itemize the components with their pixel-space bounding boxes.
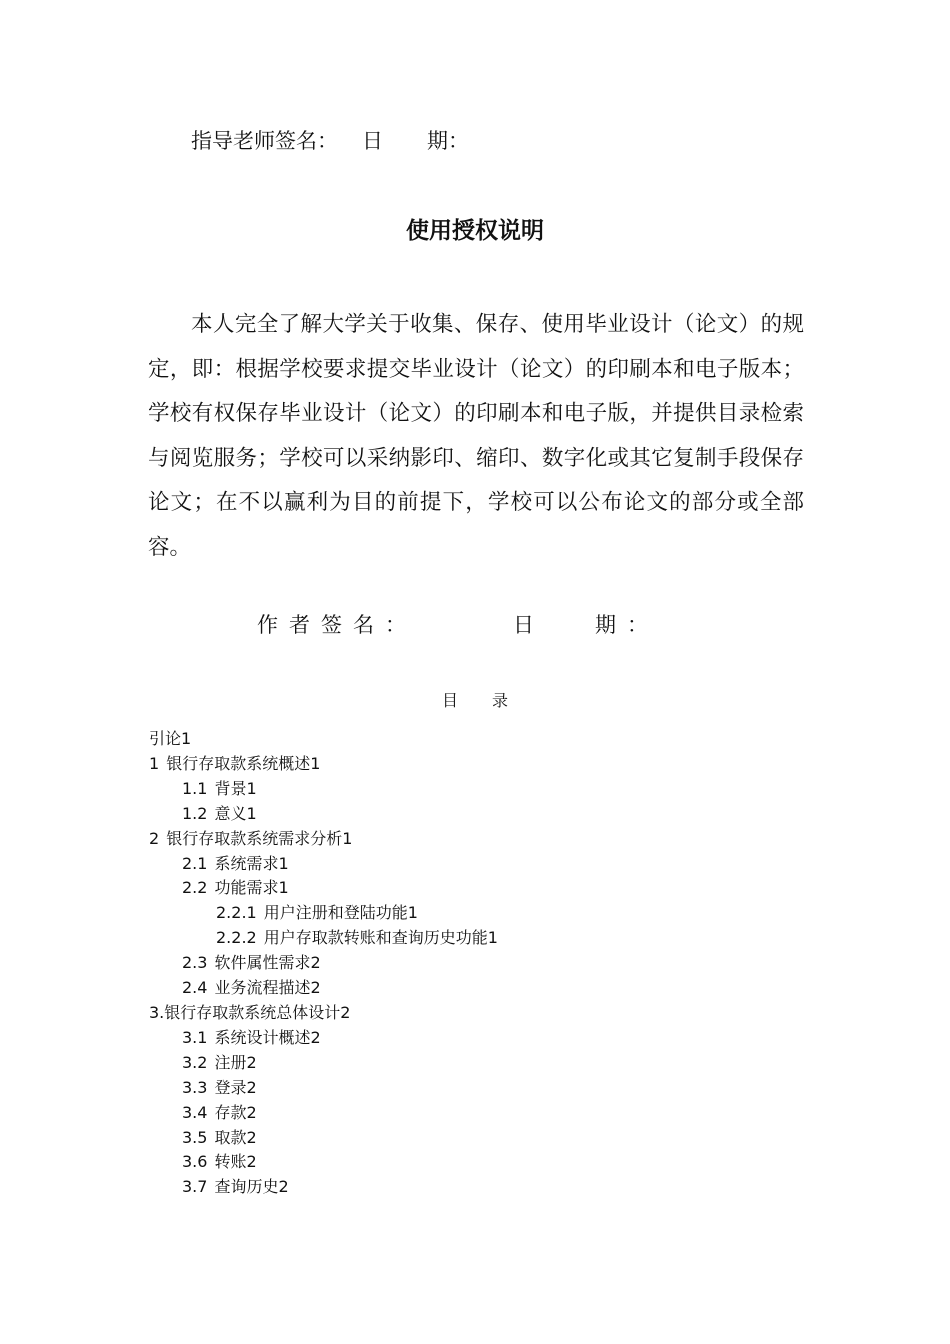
toc-item-text: 引论1 xyxy=(149,729,192,748)
toc-item-number: 2.3 xyxy=(182,953,208,973)
toc-item-text: 取款2 xyxy=(214,1127,257,1147)
toc-item[interactable] xyxy=(149,1001,498,1026)
toc-item[interactable] xyxy=(149,1150,498,1175)
toc-item-text: 用户存取款转账和查询历史功能1 xyxy=(263,928,498,948)
toc-item[interactable] xyxy=(149,926,498,951)
toc-item[interactable] xyxy=(149,802,498,827)
toc-item[interactable] xyxy=(149,976,498,1001)
toc-item-text: 查询历史2 xyxy=(214,1177,289,1197)
toc-item-number: 2 xyxy=(149,828,160,848)
toc-item[interactable] xyxy=(149,752,498,777)
toc-item[interactable] xyxy=(149,1175,498,1200)
toc-title: 目录 xyxy=(441,691,542,710)
toc-item-text: 软件属性需求2 xyxy=(214,953,321,973)
toc-item-number: 3.6 xyxy=(182,1152,208,1172)
toc-item-number: 1.2 xyxy=(182,803,208,823)
supervisor-date-label-2: 期： xyxy=(427,129,469,153)
author-date-label-1: 日 xyxy=(513,613,545,637)
toc-item-text: 用户注册和登陆功能1 xyxy=(263,903,418,923)
toc-item[interactable] xyxy=(149,1101,498,1126)
toc-item-number: 2.2.2 xyxy=(216,928,257,948)
toc-item[interactable] xyxy=(149,727,498,752)
toc-item-text: 功能需求1 xyxy=(214,878,289,898)
table-of-contents xyxy=(149,727,498,1200)
toc-item-text: 系统需求1 xyxy=(214,853,289,873)
authorization-title: 使用授权说明 xyxy=(406,218,544,244)
toc-item-number: 3.1 xyxy=(182,1027,208,1047)
toc-item-text: 背景1 xyxy=(214,778,257,798)
toc-item[interactable] xyxy=(149,1126,498,1151)
toc-item-text: 3.银行存取款系统总体设计2 xyxy=(149,1002,351,1022)
author-signature-line xyxy=(257,610,659,640)
toc-item[interactable] xyxy=(149,951,498,976)
toc-item[interactable] xyxy=(149,1076,498,1101)
toc-item-number: 3.2 xyxy=(182,1052,208,1072)
toc-item-text: 注册2 xyxy=(214,1052,257,1072)
toc-item-text: 存款2 xyxy=(214,1102,257,1122)
toc-item-text: 转账2 xyxy=(214,1152,257,1172)
author-date-label-2: 期： xyxy=(595,613,659,637)
authorization-body: 本人完全了解大学关于收集、保存、使用毕业设计（论文）的规定，即：根据学校要求提交毕业设计（论文）的印刷本和电子版本；学校有权保存毕业设计（论文）的印刷本和电子版，并提供目录检索与阅览服务；学校可以采纳影印、缩印、数字化或其它复制手段保存论文；在不以赢利为目的前提下，学校可以公布论文的部分或全部容。 xyxy=(148,312,804,560)
toc-item[interactable] xyxy=(149,852,498,877)
toc-item-number: 1.1 xyxy=(182,778,208,798)
toc-item[interactable] xyxy=(149,827,498,852)
toc-item[interactable] xyxy=(149,876,498,901)
toc-item-number: 3.3 xyxy=(182,1077,208,1097)
toc-item-text: 银行存取款系统概述1 xyxy=(166,753,321,773)
toc-item-number: 2.2 xyxy=(182,878,208,898)
toc-item-number: 2.1 xyxy=(182,853,208,873)
toc-item-number: 3.7 xyxy=(182,1177,208,1197)
toc-item-text: 银行存取款系统需求分析1 xyxy=(166,828,353,848)
toc-item-number: 2.4 xyxy=(182,978,208,998)
toc-item-text: 系统设计概述2 xyxy=(214,1027,321,1047)
toc-item-text: 意义1 xyxy=(214,803,257,823)
supervisor-date-label-1: 日 xyxy=(362,129,383,153)
supervisor-signature-label: 指导老师签名： xyxy=(191,129,338,153)
toc-item[interactable] xyxy=(149,777,498,802)
toc-item-text: 登录2 xyxy=(214,1077,257,1097)
toc-item-number: 3.5 xyxy=(182,1127,208,1147)
toc-item-text: 业务流程描述2 xyxy=(214,978,321,998)
supervisor-signature-line xyxy=(191,126,469,156)
toc-item[interactable] xyxy=(149,1026,498,1051)
toc-item-number: 3.4 xyxy=(182,1102,208,1122)
toc-item-number: 2.2.1 xyxy=(216,903,257,923)
author-signature-label: 作者签名： xyxy=(257,613,417,637)
toc-item[interactable] xyxy=(149,901,498,926)
toc-item[interactable] xyxy=(149,1051,498,1076)
toc-item-number: 1 xyxy=(149,753,160,773)
